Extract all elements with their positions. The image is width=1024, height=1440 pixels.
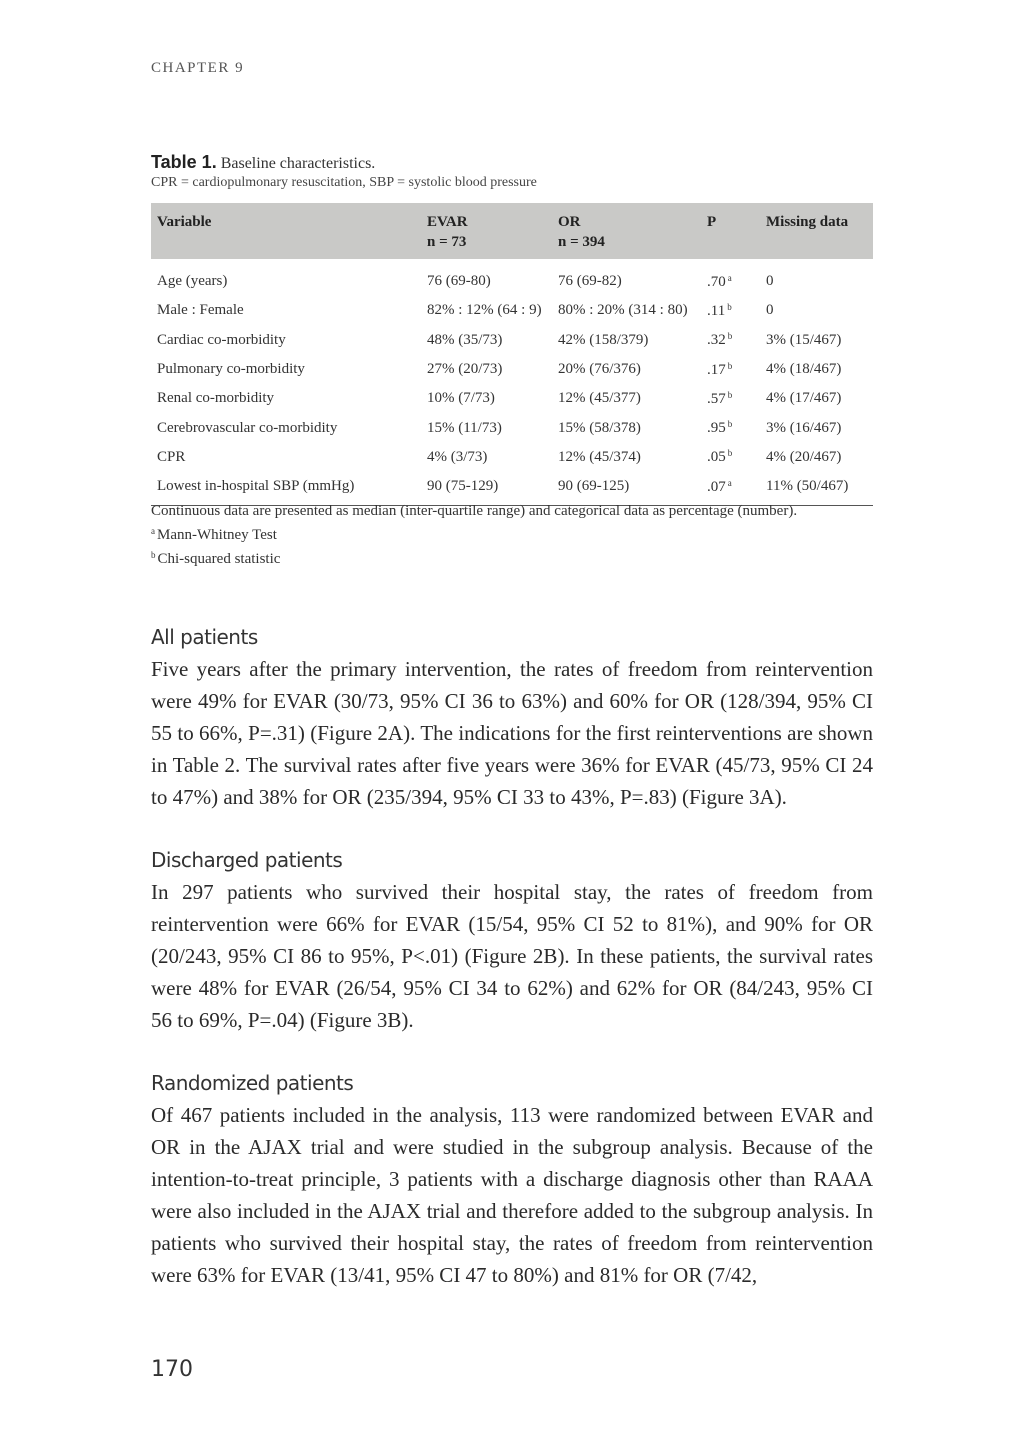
cell-missing: 4% (18/467) xyxy=(766,361,842,378)
table-row xyxy=(151,296,873,325)
section-discharged-patients xyxy=(151,848,873,1036)
table-note-b: $^b$ Chi-squared statistic xyxy=(151,550,281,567)
cell-variable: Lowest in-hospital SBP (mmHg) xyxy=(151,472,421,506)
section-randomized-patients xyxy=(151,1071,873,1291)
header-evar-n: n = 73 xyxy=(427,234,467,250)
cell-variable: Renal co-morbidity xyxy=(157,390,275,407)
p-footnote-mark: a xyxy=(727,477,732,488)
section-heading: All patients xyxy=(151,625,258,649)
table-row xyxy=(151,326,873,355)
cell-or: 76 (69-82) xyxy=(558,273,622,290)
table-label: Table 1. xyxy=(151,152,217,172)
table-header-row xyxy=(151,203,873,259)
page-number: 170 xyxy=(151,1357,193,1382)
header-variable: Variable xyxy=(157,214,212,230)
p-footnote-mark: b xyxy=(727,389,733,400)
cell-evar: 48% (35/73) xyxy=(427,331,503,348)
cell-variable: CPR xyxy=(157,448,186,465)
cell-p: .95 $^b$ xyxy=(707,419,733,437)
section-all-patients xyxy=(151,625,873,813)
header-or-n: n = 394 xyxy=(558,234,605,250)
table-abbreviations: CPR = cardiopulmonary resuscitation, SBP = systolic blood pressure xyxy=(151,175,537,190)
cell-or: 90 (69-125) xyxy=(552,472,701,506)
cell-evar: 10% (7/73) xyxy=(427,390,495,407)
cell-or: 12% (45/374) xyxy=(558,448,641,465)
p-footnote-mark: b xyxy=(727,419,733,430)
header-p: P xyxy=(707,214,717,230)
cell-or: 15% (58/378) xyxy=(558,419,641,436)
header-or xyxy=(552,203,701,259)
cell-missing: 0 xyxy=(766,302,774,319)
section-heading: Randomized patients xyxy=(151,1071,354,1095)
cell-missing: 11% (50/467) xyxy=(760,472,873,506)
cell-missing: 4% (20/467) xyxy=(766,448,842,465)
table-notes xyxy=(151,501,873,569)
p-footnote-mark: b xyxy=(727,331,733,342)
cell-variable: Age (years) xyxy=(157,273,228,290)
cell-missing: 3% (15/467) xyxy=(766,331,842,348)
p-footnote-mark: a xyxy=(727,272,732,283)
cell-p: .11 $^b$ xyxy=(707,301,732,319)
table-row xyxy=(151,259,873,296)
cell-evar: 76 (69-80) xyxy=(427,273,491,290)
table-row xyxy=(151,413,873,442)
table-note-a: $^a$ Mann-Whitney Test xyxy=(151,526,277,543)
cell-or: 42% (158/379) xyxy=(558,331,649,348)
cell-missing: 3% (16/467) xyxy=(766,419,842,436)
cell-or: 20% (76/376) xyxy=(558,361,641,378)
cell-missing: 0 xyxy=(766,273,774,290)
header-missing: Missing data xyxy=(766,214,849,230)
table-row xyxy=(151,443,873,472)
table-row xyxy=(151,384,873,413)
cell-evar: 15% (11/73) xyxy=(427,419,502,436)
cell-or: 12% (45/377) xyxy=(558,390,641,407)
cell-variable: Cerebrovascular co-morbidity xyxy=(157,419,338,436)
cell-p: .32 $^b$ xyxy=(707,331,733,349)
cell-p: .07 $^a$ xyxy=(701,472,760,506)
cell-variable: Male : Female xyxy=(157,302,244,319)
table-caption xyxy=(151,152,873,191)
section-heading: Discharged patients xyxy=(151,848,343,872)
baseline-table xyxy=(151,203,873,506)
cell-evar: 90 (75-129) xyxy=(421,472,552,506)
p-footnote-mark: b xyxy=(727,360,733,371)
table-title: Baseline characteristics. xyxy=(220,155,376,172)
section-paragraph: In 297 patients who survived their hospital stay, the rates of freedom from reintervention were 66% for EVAR (15/54, 95% CI 52 to 81%), and 90% for OR (20/243, 95% CI 86 to 95%, P<.01) (Figure 2B). In these patients, the survival rates were 48% for EVAR (26/54, 95% CI 34 to 62%) and 62% for OR (84/243, 95% CI 56 to 69%, P=.04) (Figure 3B). xyxy=(151,880,873,1032)
header-or-label: OR xyxy=(558,214,581,230)
cell-or: 80% : 20% (314 : 80) xyxy=(558,302,688,319)
cell-evar: 82% : 12% (64 : 9) xyxy=(427,302,542,319)
cell-p: .05 $^b$ xyxy=(707,448,733,466)
running-head: CHAPTER 9 xyxy=(151,60,245,76)
cell-variable: Cardiac co-morbidity xyxy=(157,331,286,348)
cell-variable: Pulmonary co-morbidity xyxy=(157,361,305,378)
section-paragraph: Five years after the primary intervention, the rates of freedom from reintervention were 49% for EVAR (30/73, 95% CI 36 to 63%) and 60% for OR (128/394, 95% CI 55 to 66%, P=.31) (Figure 2A). The indications for the first reinterventions are shown in Table 2. The survival rates after five years were 36% for EVAR (45/73, 95% CI 24 to 47%) and 38% for OR (235/394, 95% CI 33 to 43%, P=.83) (Figure 3A). xyxy=(151,657,873,809)
table-row xyxy=(151,355,873,384)
cell-p: .70 $^a$ xyxy=(707,272,732,290)
cell-missing: 4% (17/467) xyxy=(766,390,842,407)
cell-evar: 4% (3/73) xyxy=(427,448,488,465)
section-paragraph: Of 467 patients included in the analysis, 113 were randomized between EVAR and OR in the AJAX trial and were studied in the subgroup analysis. Because of the intention-to-treat principle, 3 patients with a discharge diagnosis other than RAAA were also included in the AJAX trial and therefore added to the subgroup analysis. In patients who survived their hospital stay, the rates of freedom from reintervention were 63% for EVAR (13/41, 95% CI 47 to 80%) and 81% for OR (7/42, xyxy=(151,1103,873,1287)
cell-p: .57 $^b$ xyxy=(707,389,733,407)
cell-p: .17 $^b$ xyxy=(707,360,733,378)
header-evar-label: EVAR xyxy=(427,214,468,230)
table-note-main: Continuous data are presented as median (inter-quartile range) and categorical data as percentage (number). xyxy=(151,503,798,519)
p-footnote-mark: b xyxy=(727,301,732,312)
p-footnote-mark: b xyxy=(727,448,733,459)
cell-evar: 27% (20/73) xyxy=(427,361,503,378)
header-evar xyxy=(421,203,552,259)
